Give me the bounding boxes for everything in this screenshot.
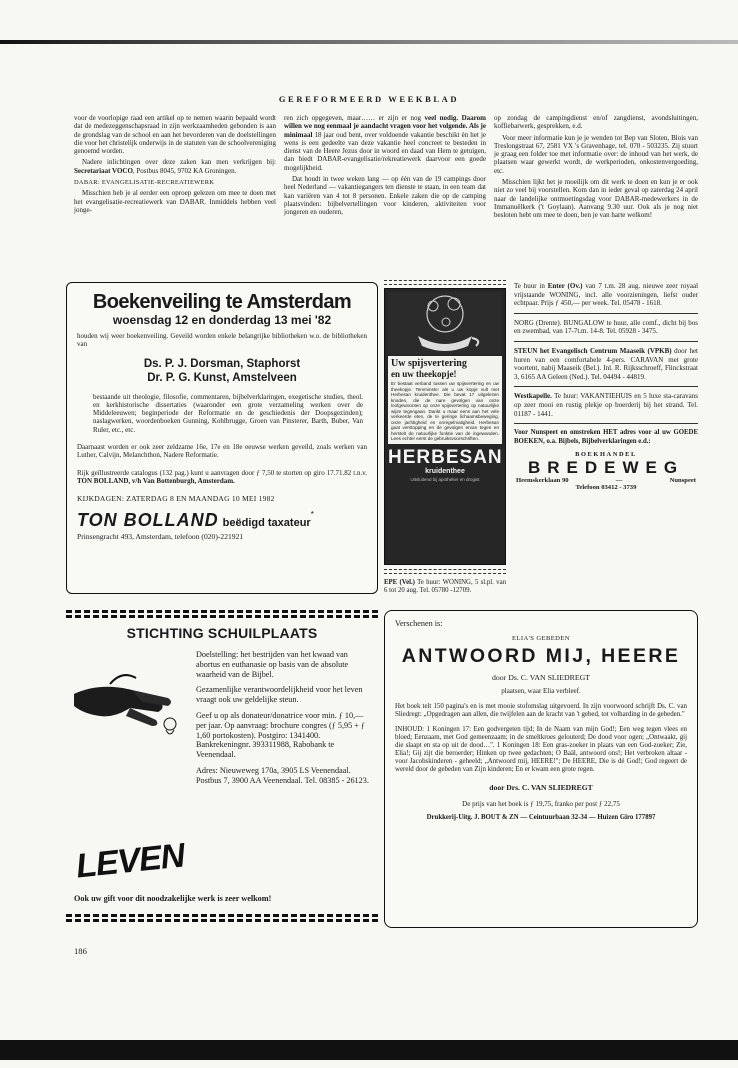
article-paragraph: Misschien lijkt het je moeilijk om dit werk te doen en kun je er ook niet zo veel bij voorstellen. Kom dan in ieder geval op zaterdag 24 april naar de landelijke ontmoetingsdag voor DABAR-medewerkers in de Immanuëlkerk ('t Goylaan). Aanvang 9.30 uur. Ook als je nog niet besloten hebt om mee te doen, ben je van harte welkom! (494, 178, 698, 220)
auction-dates: woensdag 12 en donderdag 13 mei '82 (112, 313, 332, 327)
herbesan-headline-1: Uw spijsvertering (391, 358, 467, 369)
article-paragraph: Nadere inlichtingen over deze zaken kan men verkrijgen bij: Secretariaat VOCO, Postbus 8045, 9702 KA Groningen. (74, 158, 276, 175)
publication-header: GEREFORMEERD WEEKBLAD (278, 94, 460, 104)
book-publisher: Drukkerij-Uitg. J. BOUT & ZN — Ceintuurbaan 32-34 — Huizen Giro 177897 (426, 814, 656, 821)
herbesan-headline-2: en uw theekopje! (391, 369, 457, 379)
herbesan-ad (384, 280, 506, 592)
auction-description: bestaande uit theologie, filosofie, commentaren, bijbelverklaringen, exegetische studies, theol. en kerkhistorische dissertaties (waaronder een grote verzameling werken over de Middeleeuwen; beginperiode der Reformatie en de geschiedenis der Doopsgezinden); naslagwerken, woordenboeken Gunning, Kohlbrugge, Groen van Pinsterer, Barth, Buber, Van Ruler, etc., etc. (93, 392, 363, 434)
herbesan-subbrand: kruidenthee (425, 467, 465, 475)
herbesan-footer: Uitsluitend bij apotheker en drogist (410, 476, 480, 482)
classified-enter: Te huur in Enter (Ov.) van 7 t.m. 28 aug. nieuwe zeer royaal vrijstaande WONING, incl. alle voorzieningen, liefst ouder echtpaar. Prijs ƒ 450,— per week. Tel. 05478 - 1618. (514, 282, 699, 308)
classified-steun: STEUN het Evangelisch Centrum Maaseik (VPKB) door het huren van een comfortabele 4-pers. CARAVAN met grote voortent, nabij Maaseik (Bel.). Inl. R. Rijksschroeff, Flinckstraat 3, 6165 AA Geleen (Ned.). Tel. 04494 - 44819. (514, 346, 698, 381)
article-column-2 (284, 114, 486, 220)
auction-rare-works: Daarnaast worden er ook zeer zeldzame 16e, 17e en 18e eeuwse werken geveild, zoals werken van Luther, Calvijn, Melanchthon, Nadere Reformatie. (77, 443, 367, 460)
herbesan-body: Er bestaat verband tussen uw spijsvertering en uw theekopje. Temminste: als u uw kopje vult met Herbesan kruidenthee. Die bevat 17 uitgelezen kruiden, die de nare gevolgen van onze loofgewoonten op onze spijsvertering op natuurlijke wijze tegengaan. Dankt u maar eens aan het vele verkeerde eten, de te geringe lichaamsbeweging, onze jachtigheid en onregelmatigheid. Herbesan gaat verstopping en de gevolgen ervan tegen en herstelt de natuurlijke funktie van de ingewanden. Lees echter eerst de gebruiksvoorschriften. (391, 381, 499, 441)
decorative-border (66, 914, 378, 922)
auction-title: Boekenveiling te Amsterdam (92, 291, 352, 313)
scan-edge-top (0, 40, 738, 44)
bredeweg-logo: BREDEWEG (527, 458, 685, 478)
book-auction-ad (66, 282, 378, 594)
bredeweg-address: Heemskerklaan 90 — Nunspeet (516, 477, 696, 485)
teacup-flower-illustration (388, 292, 502, 354)
schuilplaats-text: Doelstelling: het bestrijden van het kwaad van abortus en euthanasie op basis van de absolute waarheid van de Bijbel. Gezamenlijke verantwoordelijkheid voor het leven vraagt ook uw geldelijke steun. Geef u op als donateur/donatrice voor min. ƒ 10,— per jaar. Op aanvraag: brochure congres (ƒ 5,95 + ƒ 1,60 portokosten). Postgiro: 1341400. Bankrekeningnr. 393311988, Rabobank te Veenendaal. Adres: Nieuweweg 170a, 3905 LS Veenendaal. Postbus 7, 3900 AA Veenendaal. Tel. 08385 - 26123. (196, 650, 369, 785)
herbesan-text-panel (388, 356, 502, 444)
book-contents: INHOUD: 1 Koningen 17: Een godvergeten tijd; In de Naam van mijn God!; Een weg tegen vlees en bloed; Eenzaam, met God gemeenzaam; in de smeltkroes gelouterd; De dood voor ogen; „Ontwaakt, gij die slaapt en sta op uit de dood…". 1 Koningen 18: Een gras-zoeker in plaats van een God-zoeker; Zie, Elia!; Gij zijt die beroerder; Hinken op twee gedachten; O Baäl, antwoord ons!; Het verbroken altaar - voor Jacobskinderen - geheeld; „Antwoord mij, HEERE!"; De HEERE, Die is dé God!; God regeert de wereld door de gebeden van Zijn kinderen; En er kwam een grote regen. (395, 726, 687, 773)
article-paragraph: op zondag de campingdienst en/of zangdienst, avondsluitingen, koffiebarwerk, gesprekken, e.d. (494, 114, 698, 131)
herbesan-logo: HERBESAN (388, 446, 503, 468)
article-column-1 (74, 114, 276, 217)
schuilplaats-ad (66, 610, 378, 928)
leven-logo: LEVEN (74, 836, 186, 886)
page-number: 186 (74, 946, 87, 956)
article-paragraph: Voor meer informatie kun je je wenden tot Bep van Sloten, Blois van Treslongstraat 67, 2581 VX 's Gravenhage, tel. 070 - 503235. Zij stuurt je graag een folder toe met informatie over: de inhoud van het werk, de plaatsen waar gewerkt wordt, de werkperioden, onkostenvergoeding, etc. (494, 133, 698, 175)
library-owner-2: Dr. P. G. Kunst, Amstelveen (147, 371, 297, 384)
auction-intro: houden wij weer boekenveiling. Geveild worden enkele belangrijke bibliotheken w.o. de bibliotheken van (77, 332, 367, 349)
auction-address: Prinsengracht 493, Amsterdam, telefoon (020)-221921 (77, 532, 244, 542)
book-ad (384, 610, 698, 928)
article-paragraph: Dat houdt in twee weken lang — op één van de 19 campings door heel Nederland — vakantiegangers ten dienste te staan, in een team dat kan variëren van 4 tot 8 personen. Enkele zaken die op de camping plaatsvinden: bijbelvertellingen voor kinderen, aktiviteiten voor jongeren en ouderen, (284, 175, 486, 217)
decorative-border (384, 569, 506, 574)
decorative-border (384, 280, 506, 285)
classified-norg: NORG (Drente). BUNGALOW te huur, alle comf., dicht bij bos en zwembad, van 17-7t.m. 14-8. Tel. 05928 - 3475. (514, 318, 698, 336)
auction-catalog: Rijk geïllustreerde catalogus (132 pag.) kunt u aanvragen door ƒ 7,50 te storten op giro 17.71.82 t.n.v. TON BOLLAND, v/h Van Bottenburgh, Amsterdam. (77, 468, 367, 485)
auction-brand: TON BOLLAND (77, 510, 219, 531)
book-author: door Ds. C. VAN SLIEDREGT (491, 673, 591, 682)
book-subtitle: plaatsen, waar Elia verbleef. (501, 687, 581, 695)
bredeweg-kicker: BOEKHANDEL (575, 451, 637, 459)
decorative-border (66, 610, 378, 618)
bredeweg-lead: Voor Nunspeet en omstreken HET adres voor al uw GOEDE BOEKEN, o.a. Bijbels, Bijbelverklaringen e.d.: (514, 429, 698, 445)
scan-edge-bottom (0, 1040, 738, 1060)
classified-epe: EPE (Vel.) Te huur: WONING, 5 sl.pl. van 6 tot 20 aug. Tel. 05780 -12709. (384, 579, 506, 594)
article-column-3 (494, 114, 698, 223)
book-kicker: ELIA'S GEBEDEN (512, 635, 570, 642)
book-title: ANTWOORD MIJ, HEERE (401, 645, 681, 667)
bredeweg-phone: Telefoon 03412 - 3739 (575, 484, 637, 492)
classifieds-column (514, 282, 698, 491)
article-paragraph: voor de voorlopige raad een artikel op te nemen waarin bepaald wordt dat de medezeggenschapsraad in zijn werkzaamheden gebonden is aan de grondslag van de school en aan het bevorderen van de doelstellingen die voor het christelijk onderwijs in de statuten van de schoolvereniging genoemd worden. (74, 114, 276, 156)
herbesan-panel (384, 288, 506, 565)
voco-address: Secretariaat VOCO (74, 166, 133, 175)
article-paragraph: ren zich opgegeven, maar…… er zijn er nog veel nodig. Daarom willen we nog eenmaal je aandacht vragen voor het volgende. Als je minimaal 18 jaar oud bent, over voldoende vakantie beschikt èn het je wens is een gedeelte van deze vakantie heel concreet te besteden in dienst van de Heere Jezus door in woord en daad van Hem te getuigen, dan biedt DABAR-evangelisatie/rekreatiewerk daarvoor een goede mogelijkheid. (284, 114, 486, 172)
classified-westkapelle: Westkapelle. Te huur: VAKANTIEHUIS en 5 luxe sta-caravans op zeer mooi en rustig plekje op boerderij bij het strand. Tel. 01187 - 1441. (514, 392, 698, 418)
helping-hand-illustration (70, 654, 190, 744)
auction-brand-suffix: beëdigd taxateur (222, 517, 311, 530)
book-ad-lead: Verschenen is: (395, 619, 443, 628)
auction-viewing-days: KIJKDAGEN: ZATERDAG 8 EN MAANDAG 10 MEI 1982 (77, 494, 275, 504)
book-author-footer: door Drs. C. VAN SLIEDREGT (489, 783, 593, 792)
library-owner-1: Ds. P. J. Dorsman, Staphorst (143, 357, 301, 370)
section-subhead: DABAR: EVANGELISATIE-RECREATIEWERK (74, 179, 215, 187)
auction-brand-line: TON BOLLAND beëdigd taxateur* (77, 510, 314, 531)
schuilplaats-footer: Ook uw gift voor dit noodzakelijke werk is zeer welkom! (74, 894, 272, 903)
article-paragraph: Misschien heb je al eerder een oproep gelezen om mee te doen met het evangelisatie-recreatiewerk van DABAR. Inmiddels hebben veel jonge- (74, 189, 276, 214)
book-description: Het boek telt 150 pagina's en is met mooie stofomslag uitgevoerd. In zijn voorwoord schrijft Ds. C. van Sliedregt: „Opgedragen aan allen, die twijfelen aan de kracht van 't gebed, tot volharding in de gebeden." (395, 703, 687, 718)
book-price: De prijs van het boek is ƒ 19,75, franko per post ƒ 22,75 (462, 800, 620, 808)
schuilplaats-title: STICHTING SCHUILPLAATS (126, 625, 318, 641)
